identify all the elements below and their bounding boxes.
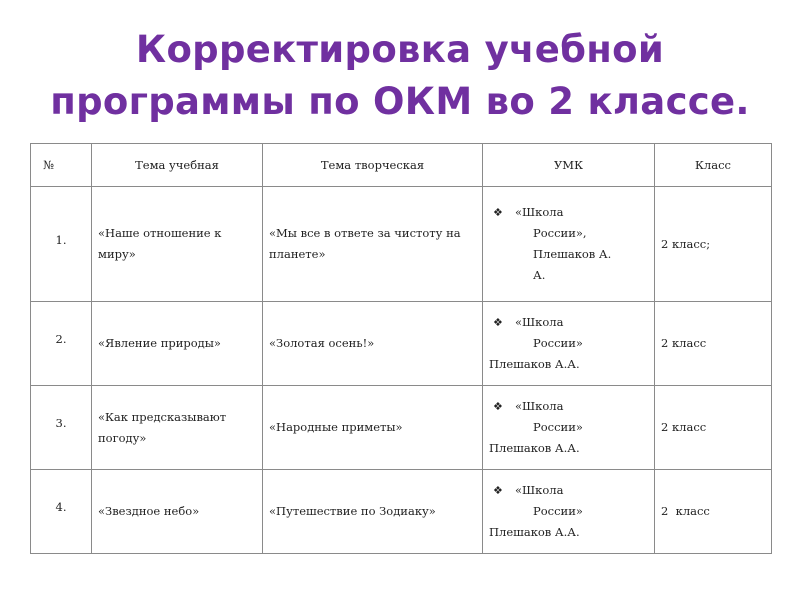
row-number: 2. — [31, 302, 92, 386]
header-creative-topic: Тема творческая — [263, 144, 483, 187]
slide-title-line-2: программы по ОКМ во 2 классе. — [50, 80, 750, 123]
umk-line: «Школа — [515, 483, 564, 497]
row-topic: «Как предсказывают погоду» — [92, 386, 263, 470]
row-number: 3. — [31, 386, 92, 470]
header-number: № — [31, 144, 92, 187]
row-umk — [483, 470, 655, 554]
row-topic: «Наше отношение к миру» — [92, 187, 263, 302]
umk-line: А. — [533, 268, 546, 282]
umk-line: России», — [533, 226, 587, 240]
row-umk — [483, 187, 655, 302]
diamond-bullet-icon: ❖ — [493, 206, 503, 219]
umk-author: Плешаков А.А. — [489, 357, 580, 371]
table-row — [31, 187, 772, 302]
row-creative-topic: «Путешествие по Зодиаку» — [263, 470, 483, 554]
header-topic: Тема учебная — [92, 144, 263, 187]
program-table — [30, 143, 772, 554]
umk-line: «Школа — [515, 205, 564, 219]
row-class: 2 класс — [655, 302, 772, 386]
row-umk — [483, 302, 655, 386]
umk-line: «Школа — [515, 399, 564, 413]
table-header-row — [31, 144, 772, 187]
umk-line: России» — [533, 420, 583, 434]
row-topic: «Явление природы» — [92, 302, 263, 386]
row-class: 2 класс — [655, 386, 772, 470]
row-topic: «Звездное небо» — [92, 470, 263, 554]
header-umk: УМК — [483, 144, 655, 187]
umk-author: Плешаков А.А. — [489, 441, 580, 455]
umk-line: Плешаков А. — [533, 247, 612, 261]
row-creative-topic: «Золотая осень!» — [263, 302, 483, 386]
table-row — [31, 386, 772, 470]
table-row — [31, 302, 772, 386]
umk-author: Плешаков А.А. — [489, 525, 580, 539]
umk-line: «Школа — [515, 315, 564, 329]
row-creative-topic: «Народные приметы» — [263, 386, 483, 470]
row-class: 2 класс; — [655, 187, 772, 302]
row-number: 1. — [31, 187, 92, 302]
diamond-bullet-icon: ❖ — [493, 316, 503, 329]
umk-line: России» — [533, 504, 583, 518]
slide-title-line-1: Корректировка учебной — [135, 28, 665, 71]
row-umk — [483, 386, 655, 470]
table-row — [31, 470, 772, 554]
row-number: 4. — [31, 470, 92, 554]
header-class: Класс — [655, 144, 772, 187]
slide-title — [0, 24, 800, 128]
row-creative-topic: «Мы все в ответе за чистоту на планете» — [263, 187, 483, 302]
row-class: 2 класс — [655, 470, 772, 554]
diamond-bullet-icon: ❖ — [493, 400, 503, 413]
umk-line: России» — [533, 336, 583, 350]
diamond-bullet-icon: ❖ — [493, 484, 503, 497]
